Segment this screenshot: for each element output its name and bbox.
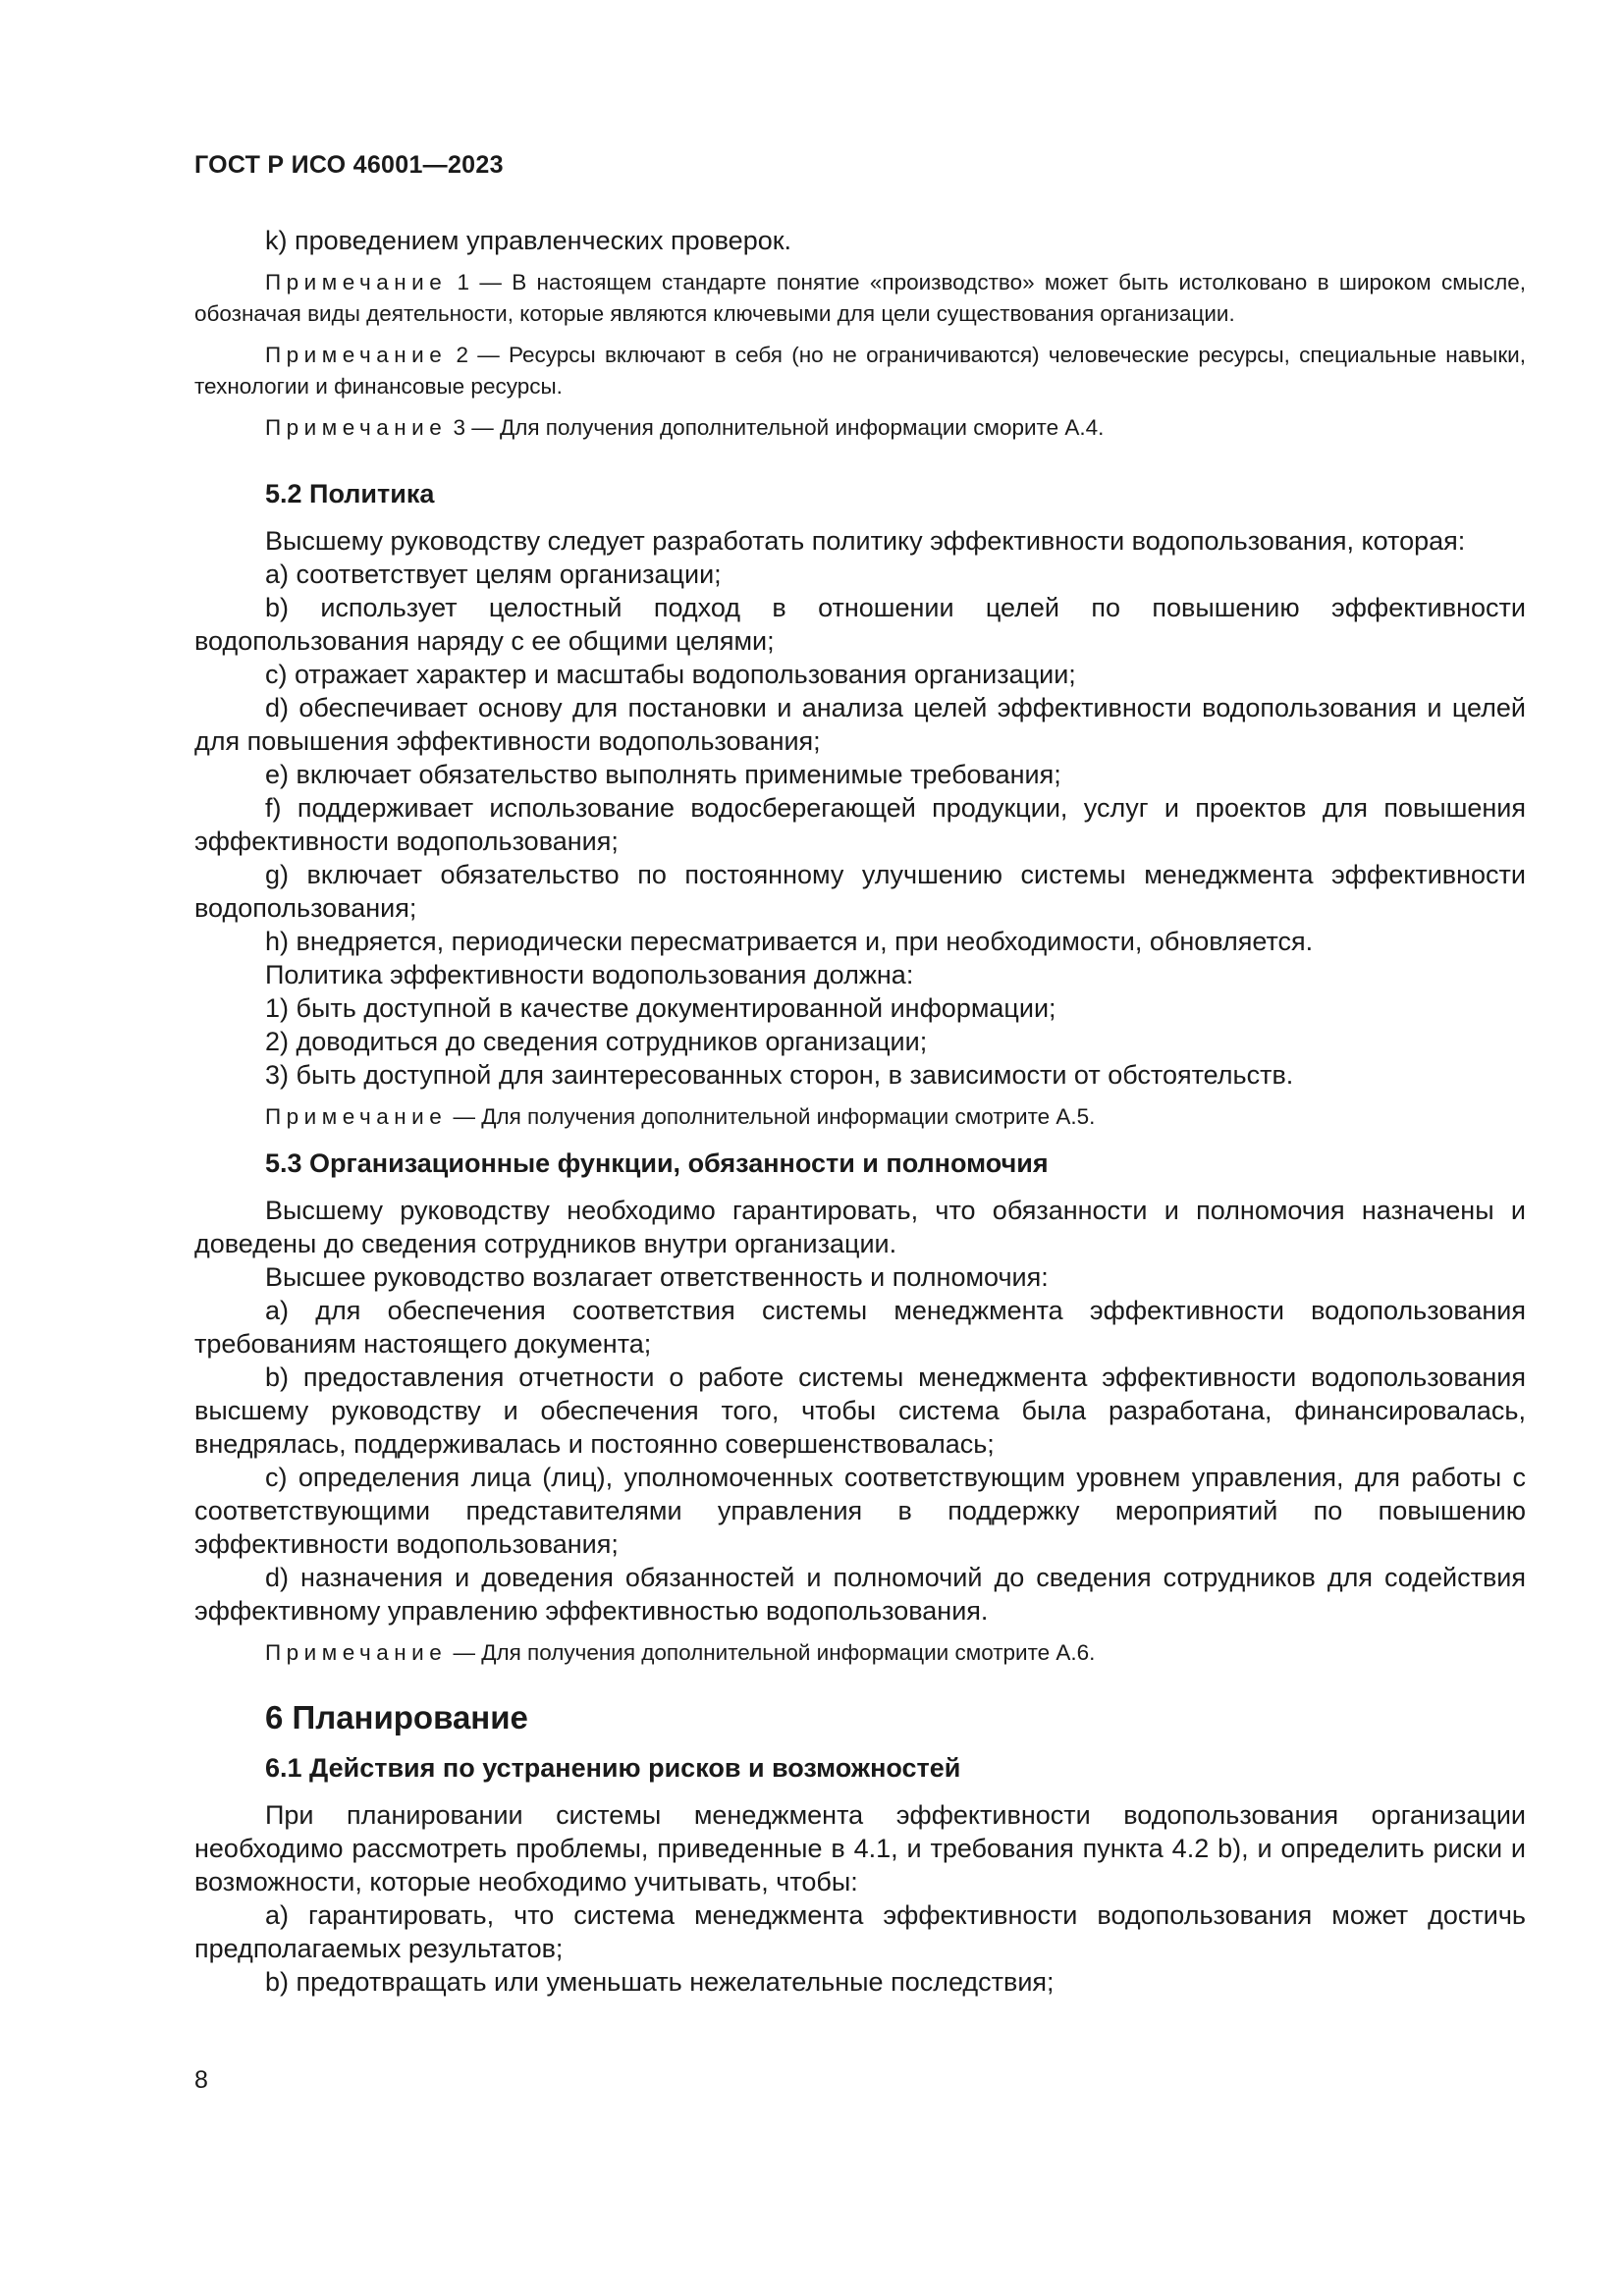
page-number: 8 xyxy=(194,2066,208,2094)
list-item: c) отражает характер и масштабы водопользования организации; xyxy=(265,660,1076,689)
note-text: 1 — В настоящем стандарте понятие «производство» может быть истолковано в широком смысле, обозначая виды деятельности, которые являются ключевыми для цели существования организации. xyxy=(194,270,1526,326)
list-item: a) гарантировать, что система менеджмента эффективности водопользования может достичь предполагаемых результатов; xyxy=(194,1900,1526,1963)
paragraph: Высшее руководство возлагает ответственность и полномочия: xyxy=(265,1262,1049,1292)
section-heading-5-2: 5.2 Политика xyxy=(265,479,435,508)
note-label: Примечание xyxy=(265,343,448,367)
list-item: b) использует целостный подход в отношении целей по повышению эффективности водопользования наряду с ее общими целями; xyxy=(194,593,1526,656)
note-text: — Для получения дополнительной информации смотрите А.6. xyxy=(447,1640,1096,1665)
note xyxy=(194,1101,1526,1133)
note-label: Примечание xyxy=(265,415,448,440)
list-item: d) обеспечивает основу для постановки и анализа целей эффективности водопользования и целей для повышения эффективности водопользования; xyxy=(194,693,1526,756)
list-item: 3) быть доступной для заинтересованных сторон, в зависимости от обстоятельств. xyxy=(265,1060,1294,1090)
list-item: b) предоставления отчетности о работе системы менеджмента эффективности водопользования высшему руководству и обеспечения того, чтобы система была разработана, финансировалась, внедрялась, поддерживалась и постоянно совершенствовалась; xyxy=(194,1362,1526,1459)
paragraph: Высшему руководству необходимо гарантировать, что обязанности и полномочия назначены и доведены до сведения сотрудников внутри организации. xyxy=(194,1196,1526,1258)
paragraph: При планировании системы менеджмента эффективности водопользования организации необходимо рассмотреть проблемы, приведенные в 4.1, и требования пункта 4.2 b), и определить риски и возможности, которые необходимо учитывать, чтобы: xyxy=(194,1800,1526,1896)
note-label: Примечание xyxy=(265,1640,448,1665)
list-item: a) соответствует целям организации; xyxy=(265,560,722,589)
list-item: g) включает обязательство по постоянному улучшению системы менеджмента эффективности водопользования; xyxy=(194,860,1526,923)
list-item: b) предотвращать или уменьшать нежелательные последствия; xyxy=(265,1967,1055,1997)
paragraph: Высшему руководству следует разработать политику эффективности водопользования, которая: xyxy=(265,526,1466,556)
note-2 xyxy=(194,340,1526,402)
list-item: f) поддерживает использование водосберегающей продукции, услуг и проектов для повышения эффективности водопользования; xyxy=(194,793,1526,856)
note-text: 2 — Ресурсы включают в себя (но не ограничиваются) человеческие ресурсы, специальные навыки, технологии и финансовые ресурсы. xyxy=(194,343,1526,399)
list-item: e) включает обязательство выполнять применимые требования; xyxy=(265,760,1061,789)
document-header: ГОСТ Р ИСО 46001—2023 xyxy=(194,151,504,179)
note-text: — Для получения дополнительной информации смотрите А.5. xyxy=(447,1104,1096,1129)
list-item: a) для обеспечения соответствия системы менеджмента эффективности водопользования требованиям настоящего документа; xyxy=(194,1296,1526,1359)
paragraph: Политика эффективности водопользования должна: xyxy=(265,960,914,989)
list-item: d) назначения и доведения обязанностей и полномочий до сведения сотрудников для содействия эффективному управлению эффективностью водопользования. xyxy=(194,1563,1526,1626)
note-text: 3 — Для получения дополнительной информации сморите А.4. xyxy=(447,415,1105,440)
note-label: Примечание xyxy=(265,270,448,294)
note-1 xyxy=(194,267,1526,330)
section-heading-5-3: 5.3 Организационные функции, обязанности и полномочия xyxy=(265,1148,1049,1178)
list-item-k: k) проведением управленческих проверок. xyxy=(265,226,792,255)
list-item: 2) доводиться до сведения сотрудников организации; xyxy=(265,1027,928,1056)
note-3 xyxy=(194,412,1526,444)
section-heading-6-1: 6.1 Действия по устранению рисков и возможностей xyxy=(265,1753,961,1783)
page-content xyxy=(194,224,1526,1999)
note-label: Примечание xyxy=(265,1104,448,1129)
section-heading-6: 6 Планирование xyxy=(265,1699,528,1735)
note xyxy=(194,1637,1526,1669)
list-item: 1) быть доступной в качестве документированной информации; xyxy=(265,993,1056,1023)
list-item: h) внедряется, периодически пересматривается и, при необходимости, обновляется. xyxy=(265,927,1314,956)
list-item: c) определения лица (лиц), уполномоченных соответствующим уровнем управления, для работы с соответствующими представителями управления в поддержку мероприятий по повышению эффективности водопользования; xyxy=(194,1463,1526,1559)
